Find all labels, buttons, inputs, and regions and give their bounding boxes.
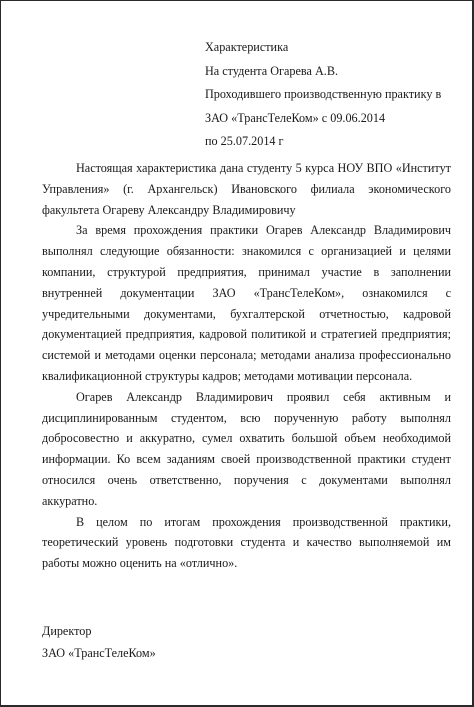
end-date-line: по 25.07.2014 г bbox=[205, 134, 284, 148]
page-border-top bbox=[0, 0, 474, 1]
practice-line: Проходившего производственную практику в bbox=[205, 87, 442, 101]
page-border-left bbox=[0, 0, 1, 707]
paragraph-intro: Настоящая характеристика дана студенту 5 курса НОУ ВПО «Институт Управления» (г. Архангельск) Ивановского филиала экономического факультета Огареву Александру Владимировичу bbox=[42, 161, 451, 217]
signature-block bbox=[42, 620, 342, 664]
document-title: Характеристика bbox=[205, 40, 289, 54]
paragraph-assessment: Огарев Александр Владимирович проявил себя активным и дисциплинированным студентом, всю порученную работу выполнял добросовестно и аккуратно, сумел охватить большой объем необходимой информации. Ко всем заданиям своей производственной практики студент относился очень ответственно, поручения с документами выполнял аккуратно. bbox=[42, 389, 451, 508]
document-header bbox=[205, 36, 467, 154]
paragraph-conclusion: В целом по итогам прохождения производственной практики, теоретический уровень подготовки студента и качество выполняемой им работы можно оценить на «отлично». bbox=[42, 514, 451, 571]
company-period-line: ЗАО «ТрансТелеКом» с 09.06.2014 bbox=[205, 110, 386, 125]
signatory-company: ЗАО «ТрансТелеКом» bbox=[42, 646, 156, 660]
document-body bbox=[42, 158, 451, 574]
signatory-position: Директор bbox=[42, 624, 92, 638]
paragraph-duties: За время прохождения практики Огарев Александр Владимирович выполнял следующие обязанности: знакомился с организацией и целями компании, структурой предприятия, принимал участие в заполнении внутренней документации ЗАО «ТрансТелеКом», ознакомился с учредительными документами, бухгалтерской отчетностью, кадровой документацией предприятия, кадровой политикой и стратегией предприятия; системой и методами оценки персонала; методами анализа профессионально квалификационной структуры кадров; методами мотивации персонала. bbox=[42, 223, 451, 383]
student-line: На студента Огарева А.В. bbox=[205, 63, 339, 78]
